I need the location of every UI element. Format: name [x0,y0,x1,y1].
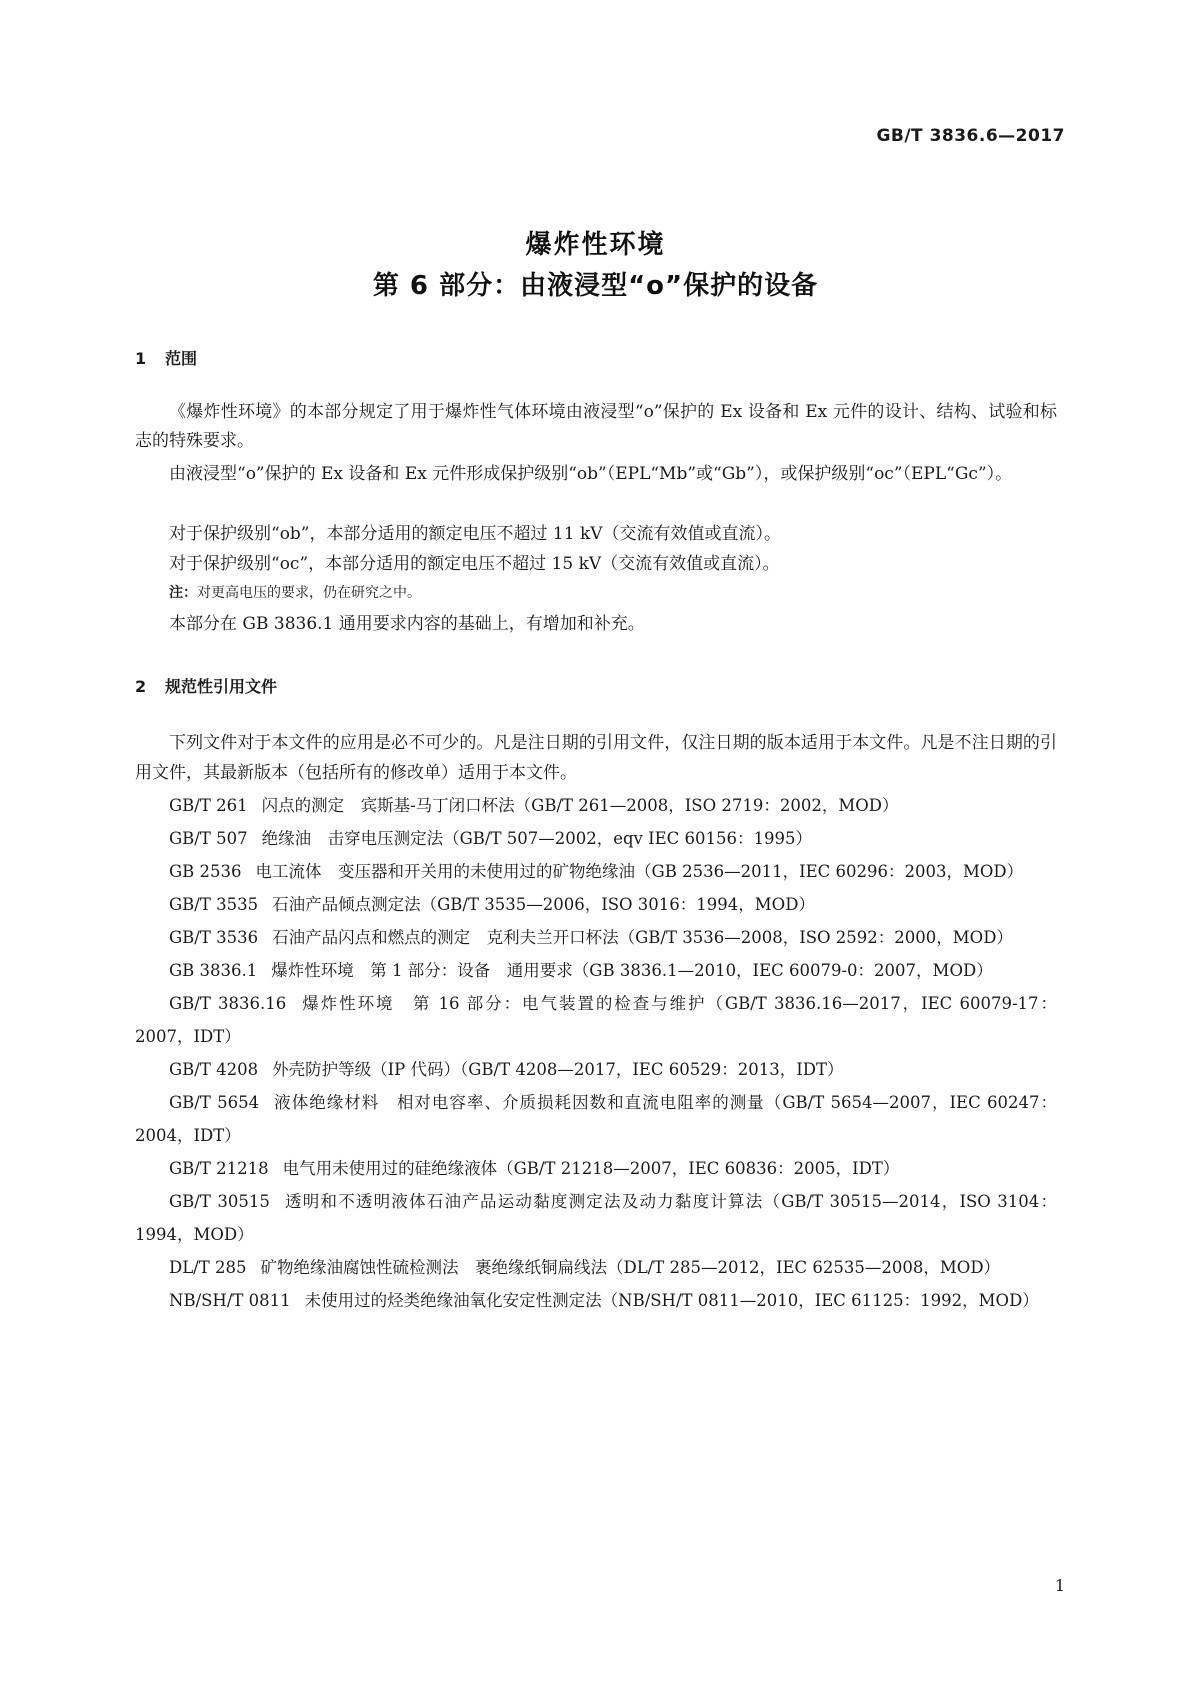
reference-code: GB/T 4208 [169,1060,259,1079]
reference-title: 未使用过的烃类绝缘油氧化安定性测定法（NB/SH/T 0811—2010，IEC 61125：1992，MOD） [304,1291,1039,1310]
reference-item [135,921,1057,954]
reference-code: GB/T 3536 [169,928,259,947]
document-title [0,226,1191,308]
title-line-2: 第 6 部分：由液浸型“o”保护的设备 [372,271,819,301]
reference-list [135,789,1057,1317]
reference-code: GB/T 261 [169,796,248,815]
section-2-title: 规范性引用文件 [165,677,278,696]
section-2-number: 2 [135,677,147,696]
reference-title: 石油产品闪点和燃点的测定 克利夫兰开口杯法（GB/T 3536—2008，ISO 2592：2000，MOD） [272,928,1013,947]
section-1-paragraph: 由液浸型“o”保护的 Ex 设备和 Ex 元件形成保护级别“ob”（EPL“Mb”或“Gb”），或保护级别“oc”（EPL“Gc”）。 [169,464,1013,484]
reference-item [135,954,1057,987]
section-1-closing: 本部分在 GB 3836.1 通用要求内容的基础上，有增加和补充。 [169,614,645,634]
reference-item [135,789,1057,822]
note [169,582,421,604]
note-label: 注： [169,585,197,601]
reference-code: GB/T 507 [169,829,248,848]
reference-code: GB/T 5654 [169,1093,260,1112]
reference-item [135,1284,1057,1317]
reference-item [135,1185,1057,1251]
reference-code: NB/SH/T 0811 [169,1291,291,1310]
reference-title: 电气用未使用过的硅绝缘液体（GB/T 21218—2007，IEC 60836：2005，IDT） [282,1159,900,1178]
reference-title: 闪点的测定 宾斯基-马丁闭口杯法（GB/T 261—2008，ISO 2719：2002，MOD） [261,796,899,815]
section-1-number: 1 [135,349,147,368]
page-number: 1 [1054,1576,1065,1595]
section-2-heading [135,674,277,697]
reference-title: 爆炸性环境 第 16 部分：电气装置的检查与维护（GB/T 3836.16—2017，IEC 60079-17：2007，IDT） [135,994,1057,1046]
reference-code: GB/T 3535 [169,895,259,914]
reference-title: 绝缘油 击穿电压测定法（GB/T 507—2002，eqv IEC 60156：1995） [261,829,813,848]
reference-code: GB/T 3836.16 [169,994,287,1013]
reference-title: 透明和不透明液体石油产品运动黏度测定法及动力黏度计算法（GB/T 30515—2014，ISO 3104：1994，MOD） [135,1192,1057,1244]
section-1-heading [135,346,197,369]
reference-item [135,1251,1057,1284]
title-line-1: 爆炸性环境 [525,230,666,260]
reference-code: GB 3836.1 [169,961,258,980]
reference-item [135,822,1057,855]
reference-code: GB 2536 [169,862,242,881]
section-1-paragraph: 《爆炸性环境》的本部分规定了用于爆炸性气体环境由液浸型“o”保护的 Ex 设备和 Ex 元件的设计、结构、试验和标志的特殊要求。 [135,402,1057,451]
section-1-paragraph: 对于保护级别“oc”，本部分适用的额定电压不超过 15 kV（交流有效值或直流）。 [169,554,780,574]
reference-item [135,1152,1057,1185]
section-1-paragraph: 对于保护级别“ob”，本部分适用的额定电压不超过 11 kV（交流有效值或直流）。 [169,524,782,544]
reference-item [135,987,1057,1053]
note-text: 对更高电压的要求，仍在研究之中。 [197,585,421,601]
reference-item [135,888,1057,921]
reference-title: 液体绝缘材料 相对电容率、介质损耗因数和直流电阻率的测量（GB/T 5654—2007，IEC 60247：2004，IDT） [135,1093,1057,1145]
reference-code: GB/T 21218 [169,1159,269,1178]
reference-title: 爆炸性环境 第 1 部分：设备 通用要求（GB 3836.1—2010，IEC 60079-0：2007，MOD） [271,961,993,980]
reference-item [135,855,1057,888]
reference-code: DL/T 285 [169,1258,247,1277]
reference-title: 石油产品倾点测定法（GB/T 3535—2006，ISO 3016：1994，MOD） [272,895,815,914]
reference-code: GB/T 30515 [169,1192,270,1211]
section-2-intro: 下列文件对于本文件的应用是必不可少的。凡是注日期的引用文件，仅注日期的版本适用于本文件。凡是不注日期的引用文件，其最新版本（包括所有的修改单）适用于本文件。 [135,733,1057,783]
reference-title: 外壳防护等级（IP 代码）（GB/T 4208—2017，IEC 60529：2013，IDT） [272,1060,844,1079]
reference-item [135,1053,1057,1086]
reference-title: 矿物绝缘油腐蚀性硫检测法 裹绝缘纸铜扁线法（DL/T 285—2012，IEC 62535—2008，MOD） [260,1258,1001,1277]
reference-item [135,1086,1057,1152]
reference-title: 电工流体 变压器和开关用的未使用过的矿物绝缘油（GB 2536—2011，IEC 60296：2003，MOD） [255,862,1024,881]
standard-code: GB/T 3836.6—2017 [876,126,1065,146]
section-1-title: 范围 [165,349,198,368]
